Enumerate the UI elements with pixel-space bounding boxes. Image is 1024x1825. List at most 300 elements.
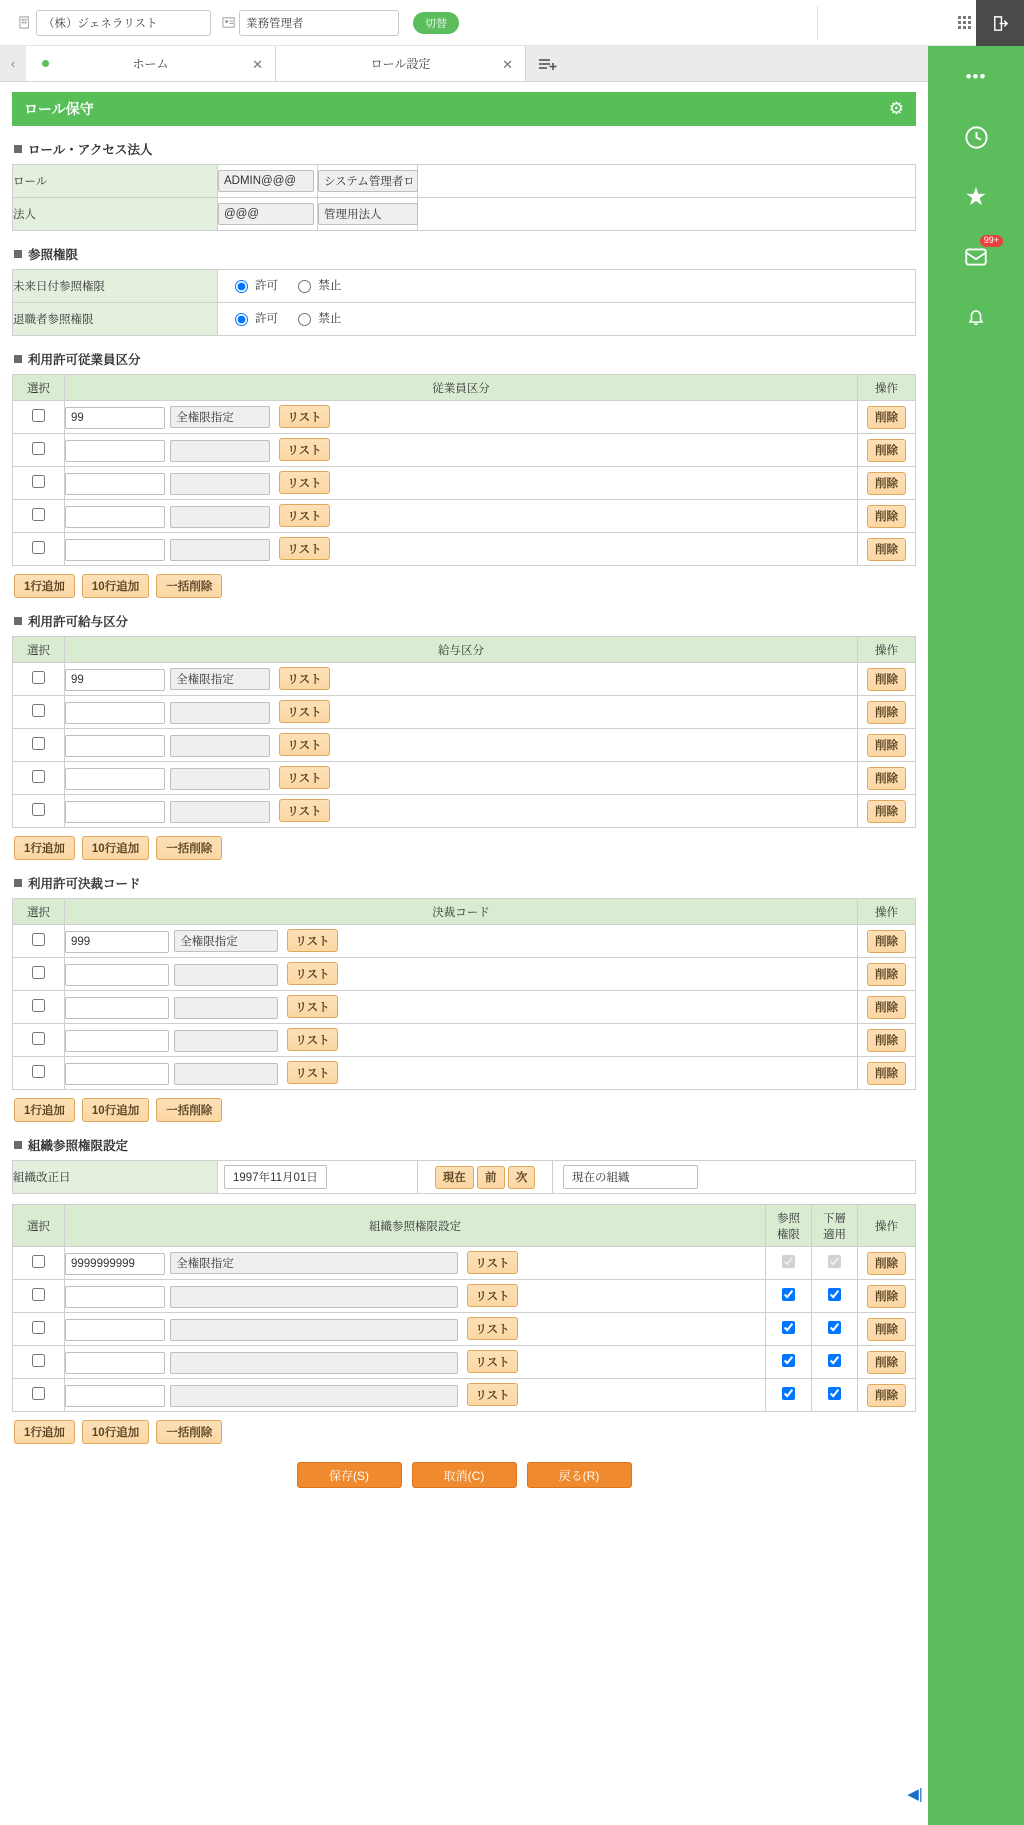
tab-home[interactable] — [26, 46, 276, 81]
company-name-input[interactable] — [318, 203, 418, 225]
row-select-cell — [13, 1313, 65, 1346]
role-input[interactable]: 業務管理者 — [239, 10, 399, 36]
row-op-cell — [858, 991, 916, 1024]
row-select-checkbox[interactable] — [32, 770, 45, 783]
employee-division-table — [12, 374, 916, 566]
row-select-cell — [13, 1057, 65, 1090]
approval-code-rows — [13, 925, 916, 1090]
row-select-checkbox[interactable] — [32, 966, 45, 979]
table-row — [13, 925, 916, 958]
employee-division-rows — [13, 401, 916, 566]
current-org-input[interactable]: 現在の組織 — [563, 1165, 698, 1189]
bullet-square-icon — [14, 617, 22, 625]
row-value-cell — [65, 762, 858, 795]
salary-list-button[interactable]: リスト — [279, 799, 329, 822]
row-op-cell — [858, 925, 916, 958]
approval-delete-button[interactable]: 削除 — [867, 1029, 906, 1052]
row-value-cell — [65, 533, 858, 566]
row-lower-cell — [812, 1313, 858, 1346]
org-lower-header-line2: 適用 — [823, 1228, 846, 1241]
row-select-cell — [13, 663, 65, 696]
row-select-checkbox[interactable] — [32, 1255, 45, 1268]
employee-add-one-row-button[interactable]: 1行追加 — [14, 574, 75, 598]
salary-list-button[interactable]: リスト — [279, 700, 329, 723]
employee-list-button[interactable]: リスト — [279, 537, 329, 560]
salary-code-input[interactable] — [65, 669, 165, 691]
section-title-reference-permission — [14, 245, 916, 263]
tab-role-settings[interactable] — [276, 46, 526, 81]
salary-name-input[interactable] — [170, 801, 270, 823]
table-row — [13, 198, 916, 231]
row-op-cell — [858, 958, 916, 991]
employee-name-input[interactable] — [170, 506, 270, 528]
page-title: ロール保守 — [24, 101, 94, 117]
table-row — [13, 1247, 916, 1280]
inbox-badge: 99+ — [980, 235, 1003, 247]
retiree-permission-cell — [218, 303, 916, 336]
approval-name-input[interactable] — [174, 1030, 278, 1052]
org-name-input[interactable] — [170, 1385, 458, 1407]
row-value-cell — [65, 1280, 766, 1313]
approval-code-input[interactable] — [65, 997, 169, 1019]
org-code-input[interactable] — [65, 1319, 165, 1341]
employee-delete-button[interactable]: 削除 — [867, 472, 906, 495]
tab-scroll-left[interactable]: ‹ — [10, 56, 16, 71]
gear-icon[interactable]: ⚙ — [888, 99, 904, 118]
salary-list-button[interactable]: リスト — [279, 766, 329, 789]
approval-name-input[interactable] — [174, 997, 278, 1019]
org-ref-permission-header — [766, 1205, 812, 1247]
row-lower-cell — [812, 1280, 858, 1313]
org-delete-button[interactable]: 削除 — [867, 1318, 906, 1341]
apps-grid-icon[interactable] — [957, 15, 974, 32]
row-value-cell — [65, 663, 858, 696]
row-select-cell — [13, 500, 65, 533]
employee-code-input[interactable] — [65, 407, 165, 429]
inbox-icon[interactable] — [959, 235, 999, 274]
row-select-checkbox[interactable] — [32, 671, 45, 684]
row-select-cell — [13, 434, 65, 467]
org-lower-apply-header — [812, 1205, 858, 1247]
current-org-cell — [553, 1161, 916, 1194]
table-row — [13, 1379, 916, 1412]
retiree-deny-label: 禁止 — [318, 312, 342, 325]
row-select-checkbox[interactable] — [32, 1354, 45, 1367]
org-lower-checkbox[interactable] — [828, 1354, 841, 1367]
row-value-cell — [65, 1379, 766, 1412]
row-select-cell — [13, 533, 65, 566]
row-value-cell — [65, 795, 858, 828]
salary-name-input[interactable] — [170, 768, 270, 790]
table-row — [13, 1346, 916, 1379]
switch-button[interactable]: 切替 — [413, 12, 459, 34]
role-code-input[interactable] — [218, 170, 314, 192]
table-row — [13, 467, 916, 500]
approval-code-input[interactable] — [65, 1063, 169, 1085]
row-value-cell — [65, 1313, 766, 1346]
table-header-row — [13, 375, 916, 401]
table-row — [13, 762, 916, 795]
table-row — [13, 533, 916, 566]
org-permission-rows — [13, 1247, 916, 1412]
row-select-cell — [13, 991, 65, 1024]
employee-division-header: 従業員区分 — [65, 375, 858, 401]
table-row — [13, 958, 916, 991]
role-label: ロール — [13, 165, 218, 198]
row-select-checkbox[interactable] — [32, 1032, 45, 1045]
section-title-employee-division — [14, 350, 916, 368]
org-code-input[interactable] — [65, 1352, 165, 1374]
approval-add-one-row-button[interactable]: 1行追加 — [14, 1098, 75, 1122]
tab-home-close-icon[interactable]: ✕ — [252, 56, 263, 72]
save-button[interactable]: 保存(S) — [297, 1462, 402, 1488]
org-lower-checkbox[interactable] — [828, 1288, 841, 1301]
org-lower-checkbox — [828, 1255, 841, 1268]
row-select-checkbox[interactable] — [32, 933, 45, 946]
future-date-permission-cell — [218, 270, 916, 303]
employee-code-input[interactable] — [65, 473, 165, 495]
tab-home-label: ホーム — [132, 57, 169, 71]
employee-code-input[interactable] — [65, 539, 165, 561]
row-ref-cell — [766, 1247, 812, 1280]
table-row — [13, 1024, 916, 1057]
org-bulk-delete-button[interactable]: 一括削除 — [156, 1420, 222, 1444]
role-name-input[interactable] — [318, 170, 418, 192]
tab-add-icon[interactable] — [526, 46, 570, 81]
approval-code-header: 決裁コード — [65, 899, 858, 925]
row-value-cell — [65, 729, 858, 762]
salary-division-actions — [14, 836, 916, 860]
row-op-cell — [858, 434, 916, 467]
section-title-approval-code — [14, 874, 916, 892]
org-delete-button[interactable]: 削除 — [867, 1351, 906, 1374]
row-select-checkbox[interactable] — [32, 442, 45, 455]
retiree-allow-radio[interactable] — [230, 310, 278, 326]
org-date-next-button[interactable]: 次 — [508, 1166, 536, 1189]
row-lower-cell — [812, 1346, 858, 1379]
retiree-allow-radio-input[interactable] — [235, 313, 248, 326]
row-value-cell — [65, 401, 858, 434]
salary-name-input[interactable] — [170, 735, 270, 757]
approval-delete-button[interactable]: 削除 — [867, 963, 906, 986]
row-select-cell — [13, 1346, 65, 1379]
approval-code-input[interactable] — [65, 931, 169, 953]
row-op-cell — [858, 795, 916, 828]
row-select-cell — [13, 1247, 65, 1280]
top-bar — [0, 0, 1024, 46]
org-ref-checkbox[interactable] — [782, 1387, 795, 1400]
org-select-header: 選択 — [13, 1205, 65, 1247]
approval-code-input[interactable] — [65, 964, 169, 986]
employee-name-input[interactable] — [170, 539, 270, 561]
org-date-prev-button[interactable]: 前 — [477, 1166, 505, 1189]
notification-bell-icon[interactable] — [959, 300, 993, 334]
salary-code-input[interactable] — [65, 801, 165, 823]
row-select-cell — [13, 1024, 65, 1057]
row-select-checkbox[interactable] — [32, 475, 45, 488]
section-title-text: 利用許可決裁コード — [28, 877, 141, 891]
org-add-ten-rows-button[interactable]: 10行追加 — [82, 1420, 149, 1444]
row-select-checkbox[interactable] — [32, 803, 45, 816]
row-op-cell — [858, 1024, 916, 1057]
org-name-input[interactable] — [170, 1286, 458, 1308]
row-select-cell — [13, 1280, 65, 1313]
org-date-nav-cell — [418, 1161, 553, 1194]
row-op-cell — [858, 729, 916, 762]
approval-code-actions — [14, 1098, 916, 1122]
salary-op-header: 操作 — [858, 637, 916, 663]
approval-delete-button[interactable]: 削除 — [867, 996, 906, 1019]
salary-delete-button[interactable]: 削除 — [867, 800, 906, 823]
salary-code-input[interactable] — [65, 768, 165, 790]
more-icon[interactable]: ••• — [965, 67, 987, 86]
org-ref-checkbox[interactable] — [782, 1321, 795, 1334]
org-ref-checkbox[interactable] — [782, 1288, 795, 1301]
salary-list-button[interactable]: リスト — [279, 733, 329, 756]
employee-delete-button[interactable]: 削除 — [867, 505, 906, 528]
salary-division-table — [12, 636, 916, 828]
org-list-button[interactable]: リスト — [467, 1350, 517, 1373]
org-name-input[interactable] — [170, 1352, 458, 1374]
approval-list-button[interactable]: リスト — [287, 1061, 337, 1084]
employee-list-button[interactable]: リスト — [279, 405, 329, 428]
id-card-icon — [217, 12, 239, 34]
tab-bar — [0, 46, 1024, 82]
approval-list-button[interactable]: リスト — [287, 995, 337, 1018]
row-select-cell — [13, 958, 65, 991]
section-title-text: 利用許可給与区分 — [28, 615, 129, 629]
salary-division-header: 給与区分 — [65, 637, 858, 663]
company-row-spacer — [418, 198, 916, 231]
tab-status-dot-icon — [42, 60, 49, 67]
row-select-checkbox[interactable] — [32, 1321, 45, 1334]
row-op-cell — [858, 1247, 916, 1280]
table-row — [13, 270, 916, 303]
employee-division-actions — [14, 574, 916, 598]
row-select-cell — [13, 795, 65, 828]
employee-list-button[interactable]: リスト — [279, 438, 329, 461]
org-code-input[interactable] — [65, 1385, 165, 1407]
table-row — [13, 1161, 916, 1194]
org-add-one-row-button[interactable]: 1行追加 — [14, 1420, 75, 1444]
org-revision-date-table — [12, 1160, 916, 1194]
row-value-cell — [65, 696, 858, 729]
company-code-cell — [218, 198, 318, 231]
employee-name-input[interactable] — [170, 406, 270, 428]
org-list-button[interactable]: リスト — [467, 1317, 517, 1340]
reference-permission-table — [12, 269, 916, 336]
employee-op-header: 操作 — [858, 375, 916, 401]
panel-collapse-handle-icon[interactable]: ◀| — [907, 1786, 923, 1803]
row-op-cell — [858, 1379, 916, 1412]
approval-name-input[interactable] — [174, 964, 278, 986]
employee-delete-button[interactable]: 削除 — [867, 538, 906, 561]
table-row — [13, 1313, 916, 1346]
footer-actions — [12, 1462, 916, 1488]
employee-list-button[interactable]: リスト — [279, 471, 329, 494]
salary-name-input[interactable] — [170, 668, 270, 690]
main-content — [0, 82, 928, 1488]
employee-list-button[interactable]: リスト — [279, 504, 329, 527]
bullet-square-icon — [14, 355, 22, 363]
approval-name-input[interactable] — [174, 1063, 278, 1085]
salary-code-input[interactable] — [65, 702, 165, 724]
favorite-star-icon[interactable]: ★ — [964, 183, 988, 211]
logout-icon[interactable] — [976, 0, 1024, 46]
row-value-cell — [65, 925, 858, 958]
company-label: 法人 — [13, 198, 218, 231]
row-op-cell — [858, 1057, 916, 1090]
table-row — [13, 1057, 916, 1090]
approval-code-input[interactable] — [65, 1030, 169, 1052]
row-select-checkbox[interactable] — [32, 737, 45, 750]
topbar-right-icons — [957, 0, 1016, 46]
history-icon[interactable] — [959, 120, 993, 154]
approval-list-button[interactable]: リスト — [287, 929, 337, 952]
row-select-checkbox[interactable] — [32, 508, 45, 521]
row-value-cell — [65, 500, 858, 533]
org-delete-button[interactable]: 削除 — [867, 1285, 906, 1308]
row-value-cell — [65, 467, 858, 500]
approval-name-input[interactable] — [174, 930, 278, 952]
row-value-cell — [65, 958, 858, 991]
cancel-button[interactable]: 取消(C) — [412, 1462, 517, 1488]
employee-bulk-delete-button[interactable]: 一括削除 — [156, 574, 222, 598]
row-select-cell — [13, 696, 65, 729]
row-select-cell — [13, 467, 65, 500]
bullet-square-icon — [14, 145, 22, 153]
approval-list-button[interactable]: リスト — [287, 962, 337, 985]
org-list-button[interactable]: リスト — [467, 1284, 517, 1307]
company-code-input[interactable] — [218, 203, 314, 225]
salary-name-input[interactable] — [170, 702, 270, 724]
row-select-checkbox[interactable] — [32, 704, 45, 717]
row-op-cell — [858, 500, 916, 533]
org-delete-button[interactable]: 削除 — [867, 1384, 906, 1407]
future-deny-radio[interactable] — [293, 277, 341, 293]
section-title-text: 参照権限 — [28, 248, 79, 262]
salary-delete-button[interactable]: 削除 — [867, 701, 906, 724]
table-row — [13, 729, 916, 762]
future-allow-radio[interactable] — [230, 277, 278, 293]
approval-select-header: 選択 — [13, 899, 65, 925]
approval-bulk-delete-button[interactable]: 一括削除 — [156, 1098, 222, 1122]
salary-add-ten-rows-button[interactable]: 10行追加 — [82, 836, 149, 860]
row-select-checkbox[interactable] — [32, 409, 45, 422]
employee-delete-button[interactable]: 削除 — [867, 439, 906, 462]
retiree-permission-label: 退職者参照権限 — [13, 303, 218, 336]
tab-role-settings-close-icon[interactable]: ✕ — [502, 56, 513, 72]
approval-add-ten-rows-button[interactable]: 10行追加 — [82, 1098, 149, 1122]
section-title-salary-division — [14, 612, 916, 630]
org-list-button[interactable]: リスト — [467, 1383, 517, 1406]
row-select-cell — [13, 401, 65, 434]
salary-add-one-row-button[interactable]: 1行追加 — [14, 836, 75, 860]
future-date-permission-label: 未来日付参照権限 — [13, 270, 218, 303]
table-row — [13, 696, 916, 729]
org-list-button[interactable]: リスト — [467, 1251, 517, 1274]
bullet-square-icon — [14, 879, 22, 887]
table-row — [13, 1280, 916, 1313]
row-op-cell — [858, 401, 916, 434]
table-row — [13, 991, 916, 1024]
table-header-row — [13, 637, 916, 663]
bullet-square-icon — [14, 1141, 22, 1149]
row-value-cell — [65, 434, 858, 467]
row-op-cell — [858, 1313, 916, 1346]
right-rail — [928, 46, 1024, 1825]
salary-code-input[interactable] — [65, 735, 165, 757]
company-input[interactable]: （株）ジェネラリスト — [36, 10, 211, 36]
employee-add-ten-rows-button[interactable]: 10行追加 — [82, 574, 149, 598]
row-select-checkbox[interactable] — [32, 1065, 45, 1078]
org-ref-header-line2: 権限 — [777, 1228, 800, 1241]
table-row — [13, 500, 916, 533]
back-button[interactable]: 戻る(R) — [527, 1462, 632, 1488]
future-deny-radio-input[interactable] — [298, 280, 311, 293]
org-date-now-button[interactable]: 現在 — [435, 1166, 474, 1189]
org-code-input[interactable] — [65, 1286, 165, 1308]
salary-list-button[interactable]: リスト — [279, 667, 329, 690]
future-allow-radio-input[interactable] — [235, 280, 248, 293]
row-ref-cell — [766, 1346, 812, 1379]
org-ref-checkbox[interactable] — [782, 1354, 795, 1367]
org-lower-checkbox[interactable] — [828, 1387, 841, 1400]
row-select-checkbox[interactable] — [32, 541, 45, 554]
row-select-checkbox[interactable] — [32, 1387, 45, 1400]
org-revision-date-cell — [218, 1161, 418, 1194]
salary-delete-button[interactable]: 削除 — [867, 668, 906, 691]
approval-delete-button[interactable]: 削除 — [867, 1062, 906, 1085]
row-value-cell — [65, 1247, 766, 1280]
salary-bulk-delete-button[interactable]: 一括削除 — [156, 836, 222, 860]
org-lower-checkbox[interactable] — [828, 1321, 841, 1334]
employee-delete-button[interactable]: 削除 — [867, 406, 906, 429]
building-icon — [14, 12, 36, 34]
org-name-input[interactable] — [170, 1252, 458, 1274]
row-lower-cell — [812, 1379, 858, 1412]
row-select-cell — [13, 762, 65, 795]
retiree-deny-radio-input[interactable] — [298, 313, 311, 326]
org-permission-table — [12, 1204, 916, 1412]
future-allow-label: 許可 — [255, 279, 278, 292]
employee-name-input[interactable] — [170, 473, 270, 495]
approval-list-button[interactable]: リスト — [287, 1028, 337, 1051]
approval-delete-button[interactable]: 削除 — [867, 930, 906, 953]
salary-delete-button[interactable]: 削除 — [867, 767, 906, 790]
row-select-checkbox[interactable] — [32, 999, 45, 1012]
org-revision-date-input[interactable]: 1997年11月01日 — [224, 1165, 327, 1189]
org-delete-button[interactable]: 削除 — [867, 1252, 906, 1275]
page-header — [12, 92, 916, 126]
table-row — [13, 663, 916, 696]
employee-name-input[interactable] — [170, 440, 270, 462]
org-code-input[interactable] — [65, 1253, 165, 1275]
org-op-header: 操作 — [858, 1205, 916, 1247]
row-ref-cell — [766, 1280, 812, 1313]
role-row-spacer — [418, 165, 916, 198]
row-op-cell — [858, 663, 916, 696]
org-permission-actions — [14, 1420, 916, 1444]
row-select-checkbox[interactable] — [32, 1288, 45, 1301]
table-row — [13, 434, 916, 467]
org-name-input[interactable] — [170, 1319, 458, 1341]
row-select-cell — [13, 925, 65, 958]
retiree-deny-radio[interactable] — [293, 310, 341, 326]
employee-code-input[interactable] — [65, 506, 165, 528]
employee-code-input[interactable] — [65, 440, 165, 462]
salary-delete-button[interactable]: 削除 — [867, 734, 906, 757]
